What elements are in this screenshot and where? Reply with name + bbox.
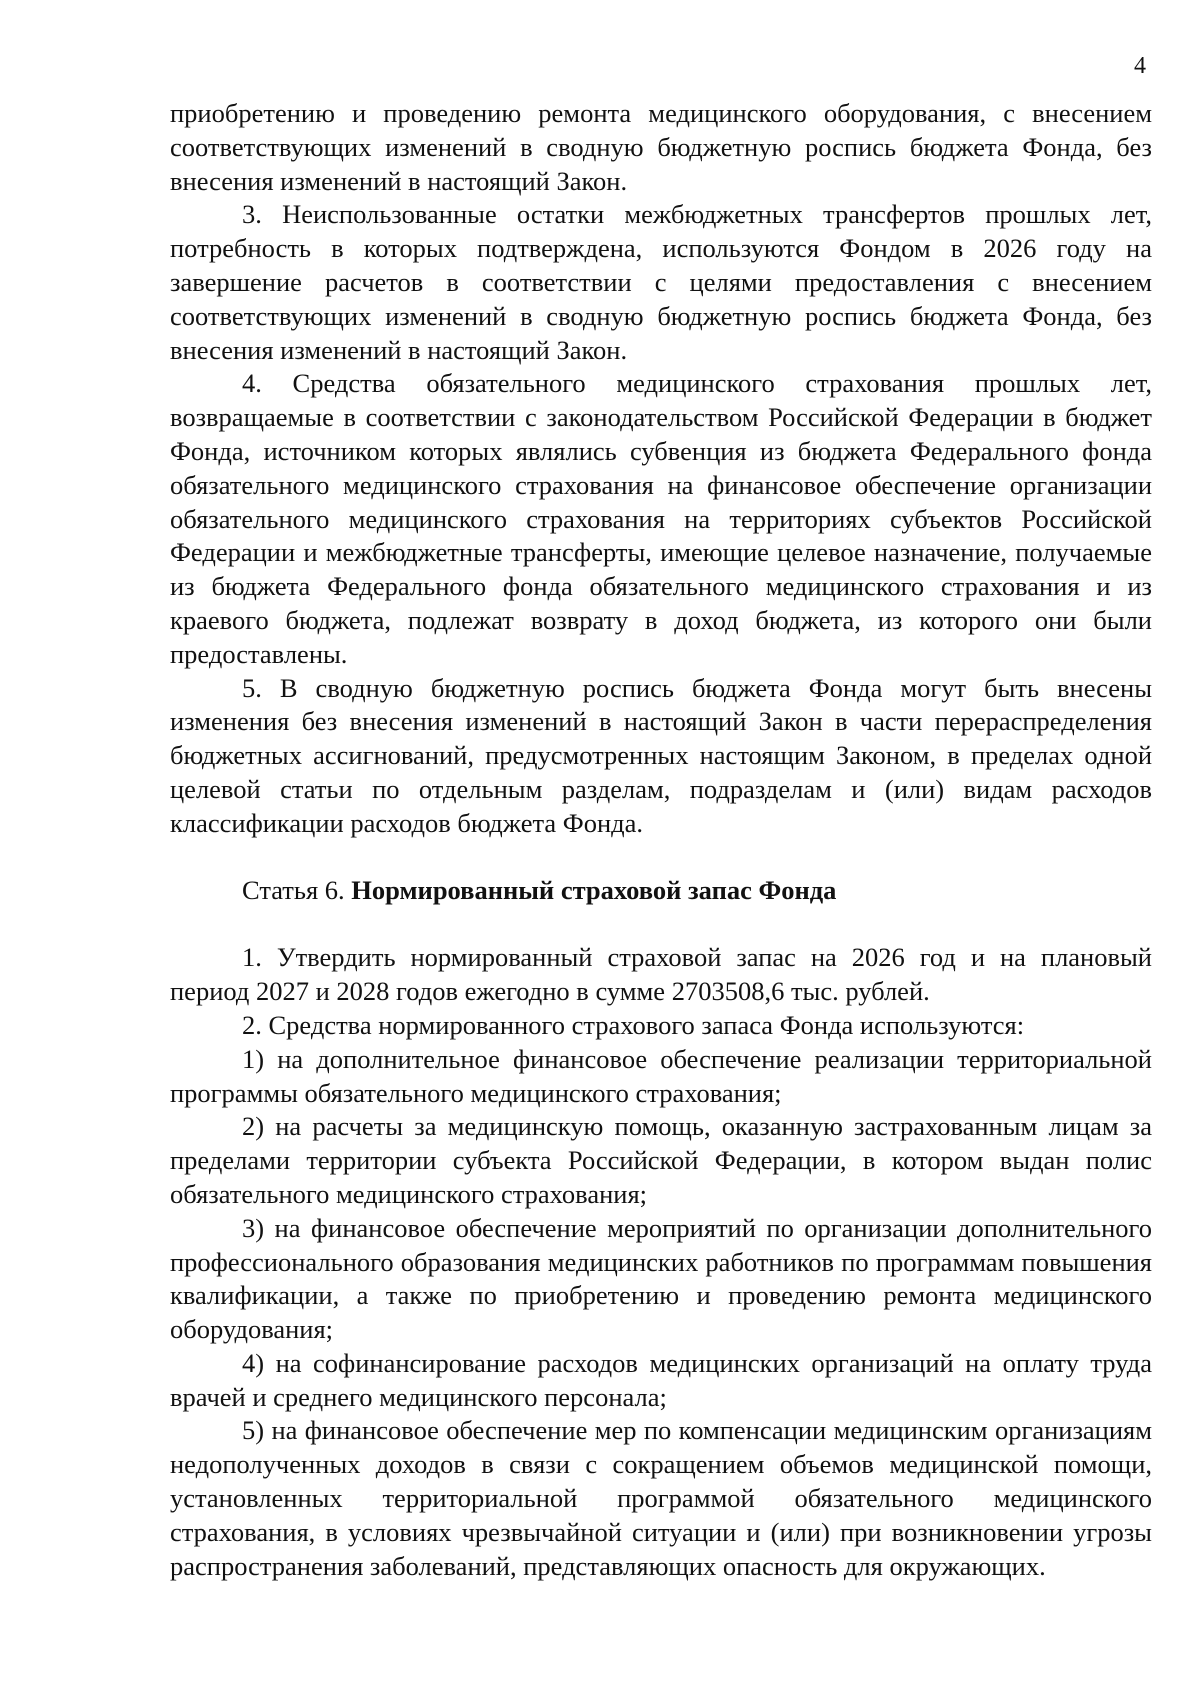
document-body — [170, 97, 1152, 1583]
article-paragraph-2: 2. Средства нормированного страхового запаса Фонда используются: — [242, 1009, 1025, 1040]
article-heading — [170, 874, 1152, 908]
list-item-4: 4) на софинансирование расходов медицинских организаций на оплату труда врачей и среднего медицинского персонала; — [170, 1347, 1152, 1412]
list-item-1: 1) на дополнительное финансовое обеспечение реализации территориальной программы обязательного медицинского страхования; — [170, 1043, 1152, 1108]
paragraph-continuation: приобретению и проведению ремонта медицинского оборудования, с внесением соответствующих изменений в сводную бюджетную роспись бюджета Фонда, без внесения изменений в настоящий Закон. — [170, 98, 1152, 196]
paragraph-item-3: 3. Неиспользованные остатки межбюджетных трансфертов прошлых лет, потребность в которых подтверждена, используются Фондом в 2026 году на завершение расчетов в соответствии с целями предоставления с внесением соответствующих изменений в сводную бюджетную роспись бюджета Фонда, без внесения изменений в настоящий Закон. — [170, 199, 1152, 365]
article-paragraph-1: 1. Утвердить нормированный страховой запас на 2026 год и на плановый период 2027 и 2028 годов ежегодно в сумме 2703508,6 тыс. рублей. — [170, 942, 1152, 1007]
article-number: Статья 6. — [242, 874, 345, 905]
page-number: 4 — [1134, 53, 1146, 79]
paragraph-item-5: 5. В сводную бюджетную роспись бюджета Фонда могут быть внесены изменения без внесения изменений в настоящий Закон в части перераспределения бюджетных ассигнований, предусмотренных настоящим Законом, в пределах одной целевой статьи по отдельным разделам, подразделам и (или) видам расходов классификации расходов бюджета Фонда. — [170, 672, 1152, 838]
list-item-3: 3) на финансовое обеспечение мероприятий по организации дополнительного профессионального образования медицинских работников по программам повышения квалификации, а также по приобретению и проведению ремонта медицинского оборудования; — [170, 1212, 1152, 1345]
article-title: Нормированный страховой запас Фонда — [351, 874, 837, 905]
list-item-2: 2) на расчеты за медицинскую помощь, оказанную застрахованным лицам за пределами территории субъекта Российской Федерации, в котором выдан полис обязательного медицинского страхования; — [170, 1111, 1152, 1209]
list-item-5: 5) на финансовое обеспечение мер по компенсации медицинским организациям недополученных доходов в связи с сокращением объемов медицинской помощи, установленных территориальной программой обязательного медицинского страхования, в условиях чрезвычайной ситуации и (или) при возникновении угрозы распространения заболеваний, представляющих опасность для окружающих. — [170, 1415, 1152, 1581]
paragraph-item-4: 4. Средства обязательного медицинского страхования прошлых лет, возвращаемые в соответствии с законодательством Российской Федерации в бюджет Фонда, источником которых являлись субвенция из бюджета Федерального фонда обязательного медицинского страхования на финансовое обеспечение организации обязательного медицинского страхования на территориях субъектов Российской Федерации и межбюджетные трансферты, имеющие целевое назначение, получаемые из бюджета Федерального фонда обязательного медицинского страхования и из краевого бюджета, подлежат возврату в доход бюджета, из которого они были предоставлены. — [170, 368, 1152, 669]
